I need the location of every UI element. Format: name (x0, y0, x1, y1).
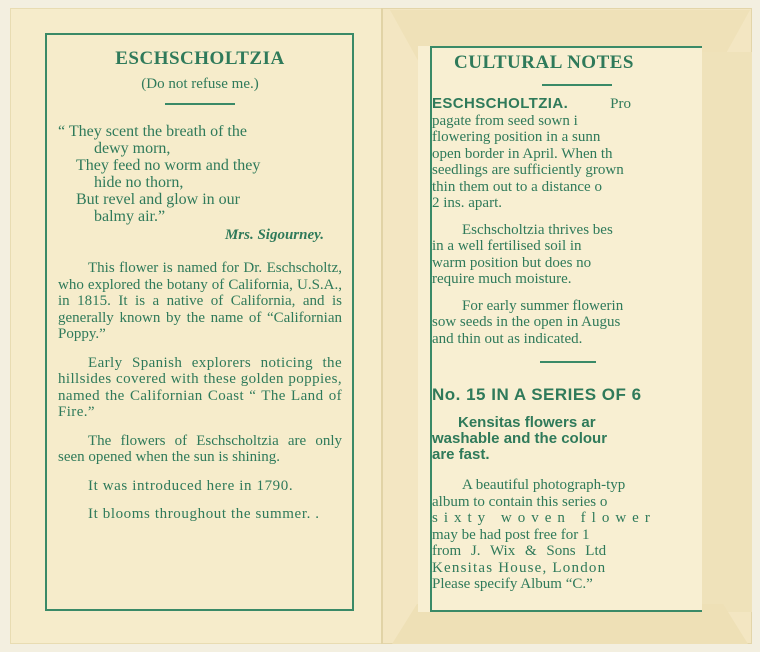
left-card-content (58, 48, 342, 523)
notes-line: require much moisture. (432, 271, 572, 287)
notes-line: 2 ins. apart. (432, 195, 502, 211)
notes-rule (542, 84, 612, 86)
notes-line: and thin out as indicated. (432, 330, 583, 347)
notes-title: CULTURAL NOTES (454, 52, 634, 73)
poem-line: They feed no worm and they (76, 157, 261, 174)
poem-line: dewy morn, (94, 140, 171, 157)
poem-author: Mrs. Sigourney. (224, 227, 324, 243)
album-line: from J. Wix & Sons Ltd (432, 543, 607, 559)
album-line: A beautiful photograph-typ (462, 477, 626, 493)
notes-line: sow seeds in the open in Augus (432, 314, 621, 330)
poem-line: balmy air.” (94, 208, 166, 225)
notes-line: flowering position in a sunn (432, 129, 601, 145)
album-line: album to contain this series o (432, 493, 608, 510)
notes-line: pagate from seed sown i (432, 112, 578, 129)
poem-line: But revel and glow in our (76, 191, 240, 208)
notes-paragraph (432, 222, 702, 288)
notes-line: For early summer flowerin (462, 297, 624, 314)
paragraph: This flower is named for Dr. Eschscholtz, who explored the botany of California, U.S.A., in 1815. It is a native of California, and is generally known by the name of “Californian Poppy.” (58, 260, 342, 342)
notes-line: seedlings are sufficiently grown (432, 162, 624, 178)
album-line: Please specify Album “C.” (432, 576, 593, 592)
poem (58, 123, 342, 225)
flower-title: ESCHSCHOLTZIA (115, 48, 285, 69)
notes-line: open border in April. When th (432, 145, 613, 162)
notes-line: warm position but does no (432, 254, 592, 271)
side-flap (700, 52, 752, 612)
title-rule (165, 103, 235, 105)
right-text-clip (418, 46, 702, 606)
notes-paragraph (432, 298, 702, 348)
paragraph: It was introduced here in 1790. (88, 477, 294, 494)
kensitas-line: Kensitas flowers ar (458, 414, 596, 431)
center-fold (381, 8, 383, 644)
paragraph: Early Spanish explorers noticing the hillsides covered with these golden poppies, named the Californian Coast “ The Land of Fire.” (58, 354, 342, 420)
notes-heading: ESCHSCHOLTZIA. (432, 95, 569, 112)
notes-line: in a well fertilised soil in (432, 238, 582, 254)
notes-paragraph (432, 96, 702, 212)
album-line: Kensitas House, London (432, 559, 607, 576)
flower-subtitle: (Do not refuse me.) (141, 76, 259, 92)
notes-line: Pro (610, 96, 631, 112)
paragraph: It blooms throughout the summer. . (88, 506, 320, 522)
section-rule (540, 361, 596, 363)
paragraph: The flowers of Eschscholtzia are only seen opened when the sun is shining. (58, 432, 342, 465)
album-line: may be had post free for 1 (432, 526, 590, 543)
kensitas-line: washable and the colour (432, 430, 608, 447)
poem-line: “ They scent the breath of the (58, 123, 247, 140)
kensitas-line: are fast. (432, 446, 490, 463)
notes-line: Eschscholtzia thrives bes (462, 221, 613, 238)
series-number: No. 15 IN A SERIES OF 6 (432, 385, 642, 404)
right-card-content (432, 52, 702, 593)
album-line: sixty woven flower (432, 510, 656, 526)
notes-line: thin them out to a distance o (432, 178, 602, 195)
poem-line: hide no thorn, (94, 174, 184, 191)
album-offer (432, 477, 702, 593)
kensitas-note (432, 415, 702, 463)
